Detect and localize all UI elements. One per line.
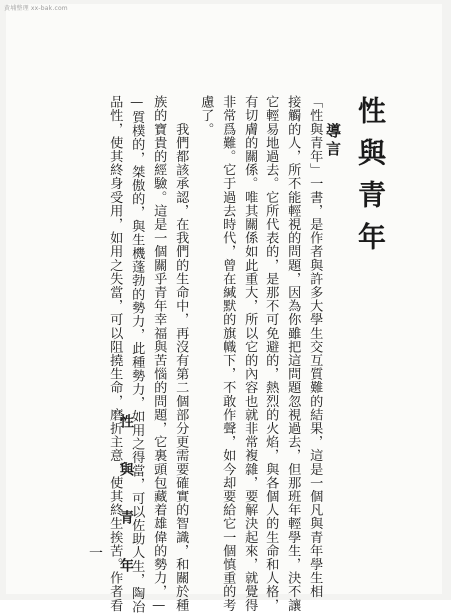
running-footer-title: 性與青年 xyxy=(118,414,134,606)
page-title: 性與青年 xyxy=(354,96,387,264)
page-number: 一 xyxy=(89,546,103,562)
body-column-6: 慮了。 xyxy=(198,95,214,136)
body-column-9: —質樸的，桀傲的，與生機蓬勃的勢力，此種勢力，如用之得當，可以佐助人生，陶冶 xyxy=(129,95,145,614)
body-column-5: 非常爲難。它于過去時代，曾在緘默的旗幟下，不敢作聲，如今却要給它一個慎重的考 xyxy=(220,95,236,612)
body-column-3: 它輕易地過去。它所代表的，是那不可免避的，熱烈的火焰，與各個人的生命和人格， xyxy=(263,95,279,612)
body-column-8: 族的寶貴的經驗。這是一個關乎青年幸福與苦惱的問題，它裏頭包藏着雄偉的勢力，— xyxy=(151,95,167,614)
body-column-1: 「性與青年」一書，是作者與許多大學生交互質難的結果，這是一個凡與青年學生相 xyxy=(307,95,323,599)
body-column-2: 接觸的人，所不能輕視的問題，因為你雖把這問題忽視過去，但那班年輕學生，決不讓 xyxy=(285,95,301,612)
body-column-10: 品性，使其終身受用，如用之失當，可以阻撓生命，磨折主意，使其終生挨苦。作者看 xyxy=(107,95,123,612)
section-heading: 導言 xyxy=(324,123,342,159)
body-column-4: 有切膚的關係。唯其關係如此重大，所以它的內容也就非常複雜，要解決起來，就覺得 xyxy=(242,95,258,612)
watermark-text: 黄埔整理 xx-bak.com xyxy=(4,5,68,12)
body-column-7: 我們都該承認，在我們的生命中，再沒有第二個部分更需要確實的智識，和關於種 xyxy=(173,95,189,612)
